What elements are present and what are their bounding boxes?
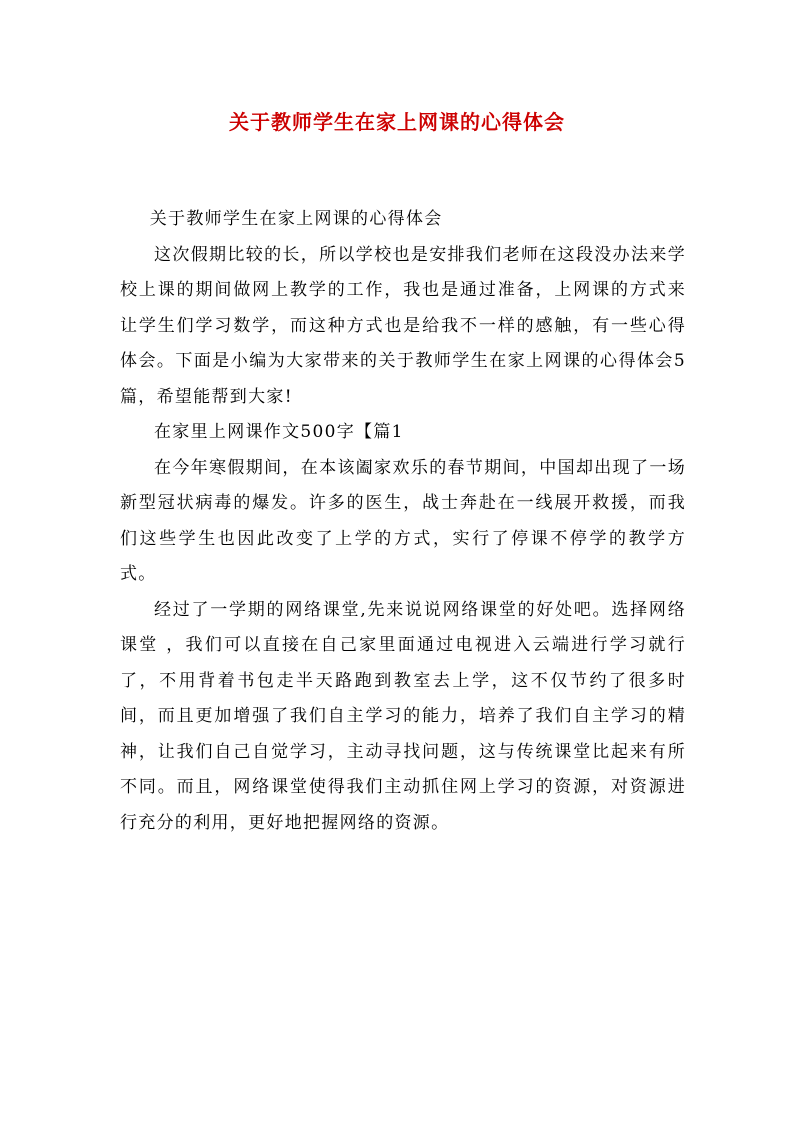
document-subtitle: 关于教师学生在家上网课的心得体会 [149, 209, 443, 229]
body-paragraph-2: 经过了一学期的网络课堂,先来说说网络课堂的好处吧。选择网络课堂 ，我们可以直接在自己家里面通过电视进入云端进行学习就行了，不用背着书包走半天路跑到教室去上学，这不仅节约了很多时间，而且更加增强了我们自主学习的能力，培养了我们自主学习的精神，让我们自己自觉学习，主动寻找问题，这与传统课堂比起来有所不同。而且，网络课堂使得我们主动抓住网上学习的资源，对资源进行充分的利用，更好地把握网络的资源。 [120, 599, 686, 833]
document-body [120, 202, 686, 841]
intro-paragraph: 这次假期比较的长，所以学校也是安排我们老师在这段没办法来学校上课的期间做网上教学的工作，我也是通过准备，上网课的方式来让学生们学习数学，而这种方式也是给我不一样的感触，有一些心得体会。下面是小编为大家带来的关于教师学生在家上网课的心得体会5篇，希望能帮到大家! [120, 244, 686, 407]
section-heading: 在家里上网课作文500字【篇1 [154, 422, 404, 442]
document-title: 关于教师学生在家上网课的心得体会 [229, 110, 565, 134]
body-paragraph-1: 在今年寒假期间，在本该阖家欢乐的春节期间，中国却出现了一场新型冠状病毒的爆发。许多的医生，战士奔赴在一线展开救援，而我们这些学生也因此改变了上学的方式，实行了停课不停学的教学方式。 [120, 457, 686, 584]
